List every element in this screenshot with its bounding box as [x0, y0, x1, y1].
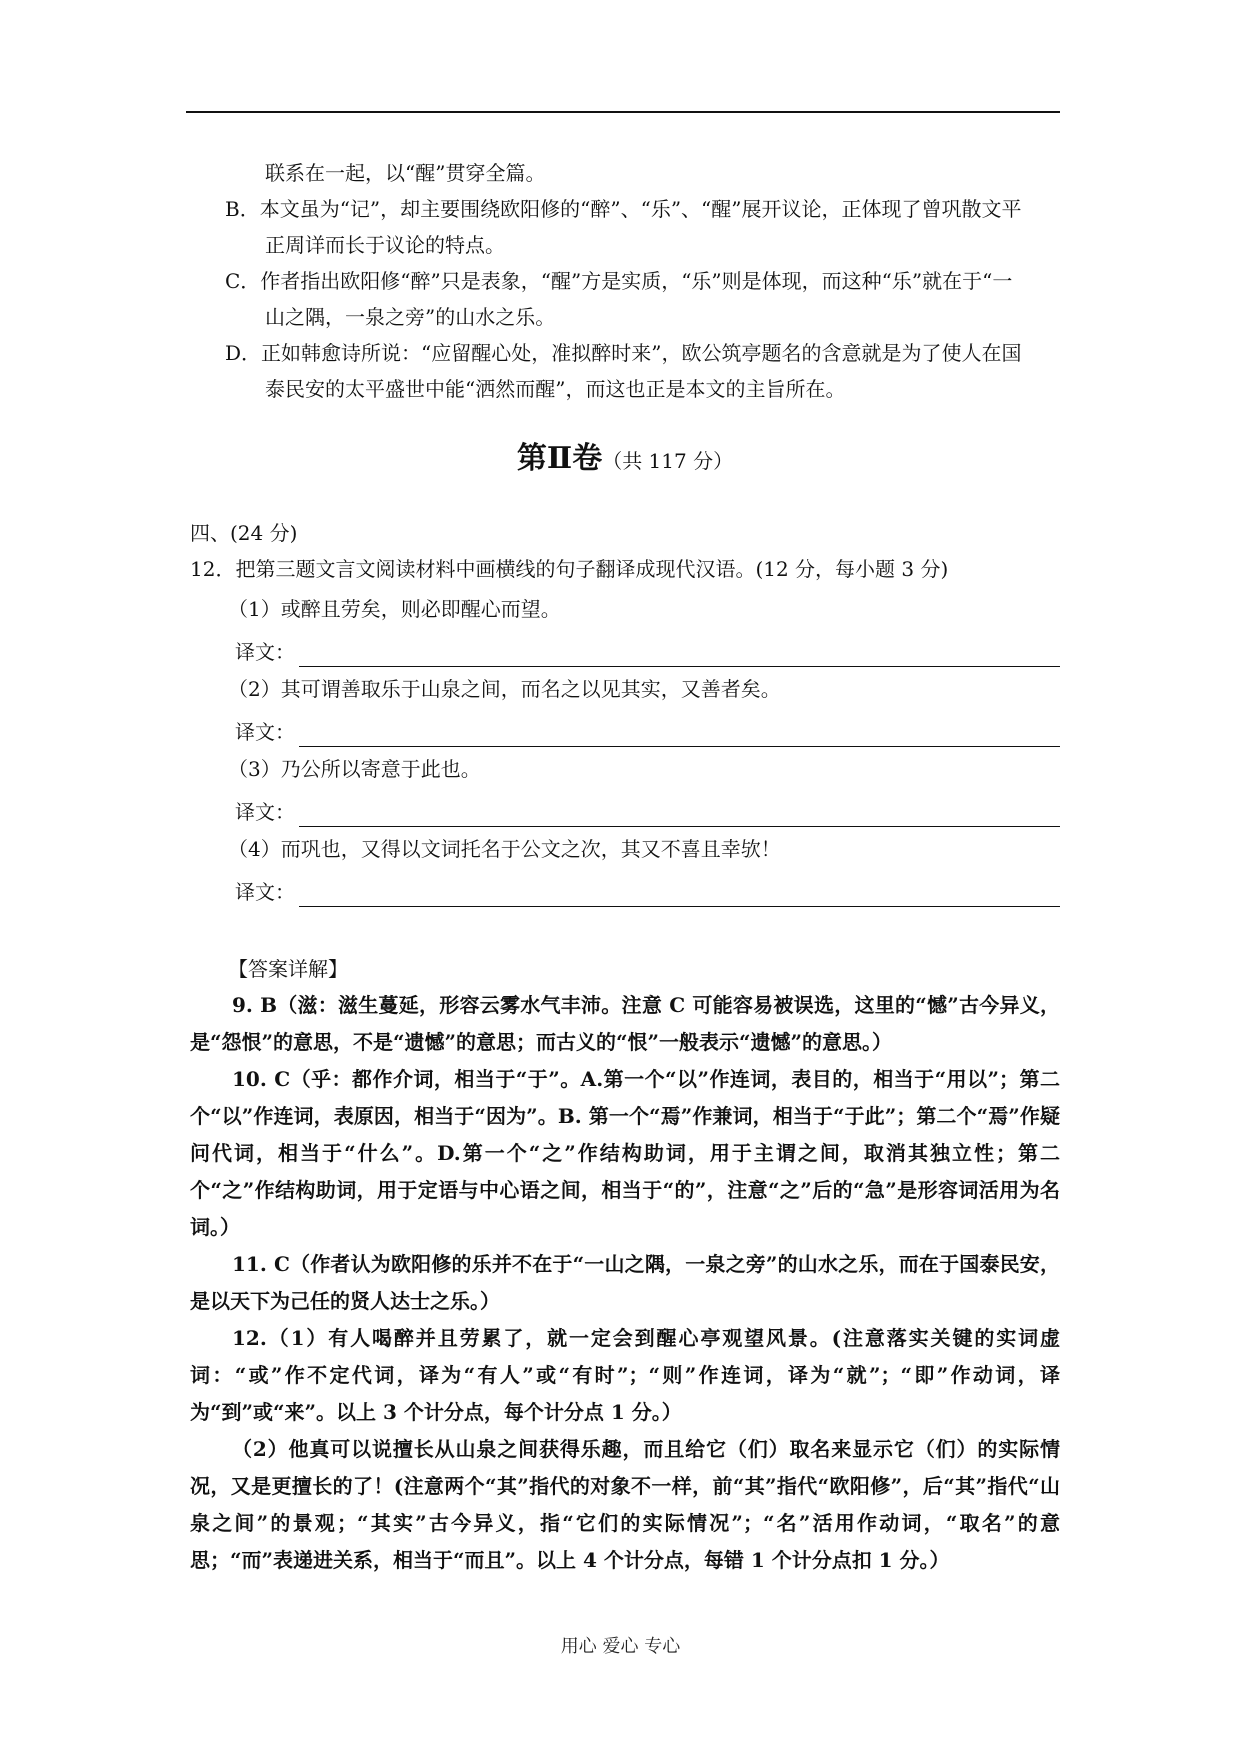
- section-title-main: 第Ⅱ卷: [516, 441, 603, 476]
- part-four-heading: 四、(24 分): [190, 521, 298, 545]
- section-title-score: （共 117 分）: [602, 449, 734, 473]
- answer-heading: 【答案详解】: [228, 957, 348, 981]
- answer-11: 11. C（作者认为欧阳修的乐并不在于“一山之隅，一泉之旁”的山水之乐，而在于国泰民安，是以天下为己任的贤人达士之乐。）: [190, 1252, 1060, 1313]
- option-c-line-1: C．作者指出欧阳修“醉”只是表象，“醒”方是实质，“乐”则是体现，而这种“乐”就在于“一: [225, 269, 1013, 293]
- question-12: 12．把第三题文言文阅读材料中画横线的句子翻译成现代汉语。(12 分，每小题 3 分): [190, 557, 949, 581]
- option-d: [190, 335, 1060, 407]
- translation-label: 译文：: [235, 720, 295, 744]
- option-b-line-1: B．本文虽为“记”，却主要围绕欧阳修的“醉”、“乐”、“醒”展开议论，正体现了曾巩散文平: [225, 197, 1022, 221]
- translation-row-3: [190, 787, 1060, 827]
- option-c-line-2: 山之隅，一泉之旁”的山水之乐。: [265, 305, 556, 329]
- answer-12-2: （2）他真可以说擅长从山泉之间获得乐趣，而且给它（们）取名来显示它（们）的实际情况，又是更擅长的了！(注意两个“其”指代的对象不一样，前“其”指代“欧阳修”，后“其”指代“山泉之间”的景观；“其实”古今异义，指“它们的实际情况”；“名”活用作动词，“取名”的意思；“而”表递进关系，相当于“而且”。以上 4 个计分点，每错 1 个计分点扣 1 分。）: [190, 1437, 1060, 1572]
- translation-row-4: [190, 867, 1060, 907]
- option-d-line-2: 泰民安的太平盛世中能“洒然而醒”，而这也正是本文的主旨所在。: [265, 377, 846, 401]
- translation-blank[interactable]: [299, 720, 1060, 747]
- page-content: [190, 155, 1060, 1579]
- translation-blank[interactable]: [299, 800, 1060, 827]
- option-c: [190, 263, 1060, 335]
- sub-question-1: （1）或醉且劳矣，则必即醒心而望。: [228, 597, 561, 621]
- option-a-continuation: 联系在一起，以“醒”贯穿全篇。: [265, 161, 546, 185]
- option-b-line-2: 正周详而长于议论的特点。: [265, 233, 505, 257]
- header-rule: [186, 111, 1060, 113]
- sub-question-3: （3）乃公所以寄意于此也。: [228, 757, 481, 781]
- translation-label: 译文：: [235, 800, 295, 824]
- answer-12-1: 12.（1）有人喝醉并且劳累了，就一定会到醒心亭观望风景。(注意落实关键的实词虚词：“或”作不定代词，译为“有人”或“有时”；“则”作连词，译为“就”；“即”作动词，译为“到”或“来”。以上 3 个计分点，每个计分点 1 分。）: [190, 1326, 1060, 1424]
- section-title: [190, 437, 1060, 481]
- translation-row-1: [190, 627, 1060, 667]
- answer-9: 9. B（滋：滋生蔓延，形容云雾水气丰沛。注意 C 可能容易被误选，这里的“憾”古今异义，是“怨恨”的意思，不是“遗憾”的意思；而古义的“恨”一般表示“遗憾”的意思。）: [190, 993, 1060, 1054]
- translation-row-2: [190, 707, 1060, 747]
- option-b: [190, 191, 1060, 263]
- translation-blank[interactable]: [299, 880, 1060, 907]
- sub-question-4: （4）而巩也，又得以文词托名于公文之次，其又不喜且幸欤！: [228, 837, 781, 861]
- translation-label: 译文：: [235, 880, 295, 904]
- translation-label: 译文：: [235, 640, 295, 664]
- answer-10: 10. C（乎：都作介词，相当于“于”。A.第一个“以”作连词，表目的，相当于“用以”；第二个“以”作连词，表原因，相当于“因为”。B. 第一个“焉”作兼词，相当于“于此”；第二个“焉”作疑问代词，相当于“什么”。D.第一个“之”作结构助词，用于主谓之间，取消其独立性；第二个“之”作结构助词，用于定语与中心语之间，相当于“的”，注意“之”后的“急”是形容词活用为名词。）: [190, 1067, 1060, 1239]
- option-d-line-1: D．正如韩愈诗所说：“应留醒心处，准拟醉时来”，欧公筑亭题名的含意就是为了使人在国: [225, 341, 1022, 365]
- sub-question-2: （2）其可谓善取乐于山泉之间，而名之以见其实，又善者矣。: [228, 677, 781, 701]
- page-footer: 用心 爱心 专心: [560, 1636, 681, 1657]
- translation-blank[interactable]: [299, 640, 1060, 667]
